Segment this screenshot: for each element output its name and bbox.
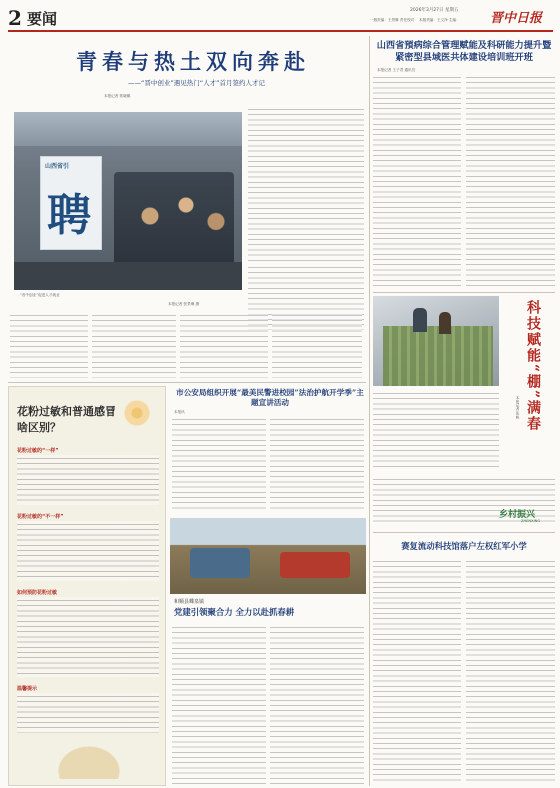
lead-subheadline: ——“晋中创业”遇见热门“人才”首月签约人才记 [128,79,265,87]
booth-sign [40,156,102,250]
publication-info: 2026年3月27日 星期五 [410,8,459,13]
lead-byline: 本报记者 郭晓娜 [104,94,131,98]
booth-sign-char: 聘 [47,190,91,241]
bottom-headline: 党建引领聚合力 全力以赴抓春耕 [174,607,295,617]
lead-body-col-2 [92,312,176,378]
right-mid-body-col-1 [373,390,499,470]
lead-photo [14,112,242,290]
bottom-story [170,518,366,786]
masthead-rule [8,30,553,32]
right-top-body-col-1 [373,74,461,288]
right-top-body-col-2 [466,74,555,288]
right-bottom-headline: 赛复流动科技馆落户左权红军小学 [401,541,527,551]
right-mid-byline: 本报记者 张帆 [516,396,520,419]
bottom-body-col-2 [270,624,364,784]
right-bottom-body-col-2 [466,558,555,782]
right-top-byline: 本报记者 王子君 通讯员 [377,68,416,72]
sidebar-section-3: 如何预防花粉过敏 [17,590,58,596]
masthead [0,0,560,32]
sidebar-title-1: 花粉过敏和普通感冒 [17,405,116,418]
sidebar-illustration [49,739,129,779]
field-photo [170,518,366,594]
sidebar-section-4: 温馨提示 [17,686,38,692]
right-bottom-body-col-1 [373,558,461,782]
section-title: 要闻 [27,10,58,28]
lead-photo-caption: “晋中创业”促进人才就业 [20,293,60,297]
sidebar-section-2: 花粉过敏的“不一样” [17,514,64,520]
lead-headline: 青春与热土双向奔赴 [76,49,310,74]
lead-body-col-3 [180,312,268,378]
mid-headline: 市公安局组织开展“最美民警进校园”法治护航开学季”主题宣讲活动 [176,388,364,407]
sidebar-title-2: 啥区别？ [17,421,61,434]
booth-sign-text: 山西省引 [45,163,70,170]
lead-body-text-right [248,106,364,261]
sidebar-section-1: 花粉过敏的“一样” [17,448,59,454]
lead-body-col-4 [272,312,362,378]
bottom-body-col-1 [172,624,266,784]
mid-story [170,386,366,514]
rural-revitalization-banner [497,506,555,528]
page-number: 2 [8,6,22,30]
mid-byline: 本报讯 [174,410,185,414]
right-mid-story [373,296,555,528]
flower-decoration [117,393,157,433]
banner-sub: ZHENXING [521,519,541,523]
right-mid-headline: 科技赋能“棚”满春 [525,300,541,433]
editor-line: 一版责编：王景琳 责任校对： 本版责编：王文净 主编： [370,18,460,22]
right-top-story [373,38,555,290]
newspaper-logo: 晋中日报 [490,11,543,26]
lead-photo-credit: 本报记者 张景琳 摄 [168,302,200,306]
lead-story [8,36,366,334]
greenhouse-photo [373,296,499,386]
mid-body-col-1 [172,416,266,512]
right-top-headline: 山西省預病综合管理赋能及科研能力提升暨紧密型县域医共体建设培训班开班 [376,40,552,63]
banner-text: 乡村振兴 [499,510,536,520]
sidebar-story [8,386,166,786]
lead-body-col-1 [10,312,88,378]
mid-body-col-2 [270,416,364,512]
right-bottom-story [373,534,555,784]
bottom-kicker: 和顺县蝶泉镇 [174,599,205,605]
